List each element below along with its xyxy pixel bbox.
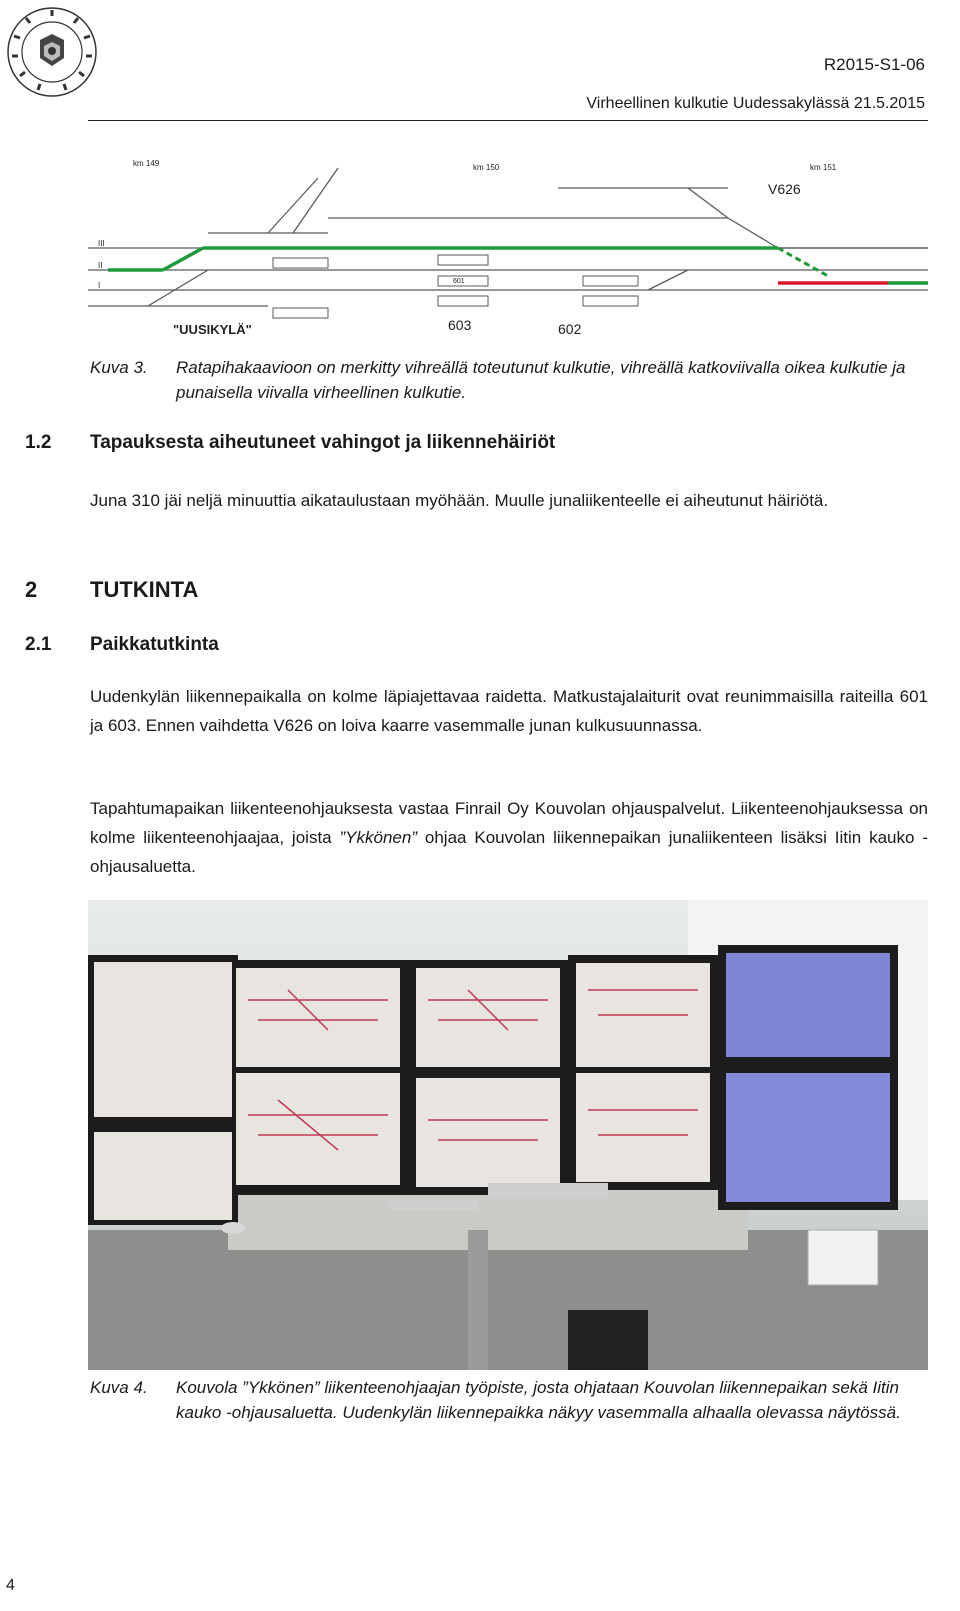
svg-text:"UUSIKYLÄ": "UUSIKYLÄ" (173, 322, 252, 337)
paragraph: Uudenkylän liikennepaikalla on kolme läpiajettavaa raidetta. Matkustajalaiturit ovat reunimmaisilla raiteilla 601 ja 603. Ennen vaihdetta V626 on loiva kaarre vasemmalle junan kulkusuunnassa. (90, 687, 928, 735)
header-divider (88, 120, 928, 121)
chapter-heading: TUTKINTA (90, 577, 199, 602)
section-number: 2.1 (25, 634, 52, 655)
svg-text:601: 601 (453, 278, 465, 285)
page-number: 4 (6, 1577, 15, 1594)
svg-text:I: I (98, 281, 101, 290)
track-diagram (88, 148, 928, 343)
document-title: Virheellinen kulkutie Uudessakylässä 21.5.2015 (586, 95, 925, 112)
svg-text:km 151: km 151 (810, 163, 837, 172)
chapter-number: 2 (25, 577, 38, 602)
figure-1-caption: Kuva 3. Ratapihakaavioon on merkitty vihreällä toteutunut kulkutie, vihreällä katkoviivalla oikea kulkutie ja punaisella viivalla virheellinen kulkutie. (90, 358, 906, 402)
svg-text:603: 603 (448, 317, 472, 333)
svg-text:602: 602 (558, 321, 582, 337)
accident-investigation-board-seal-icon (6, 6, 98, 98)
svg-text:km 149: km 149 (133, 159, 160, 168)
section-number: 1.2 (25, 432, 52, 453)
paragraph: Tapahtumapaikan liikenteenohjauksesta vastaa Finrail Oy Kouvolan ohjauspalvelut. Liikenteenohjauksessa on kolme liikenteenohjaajaa, joista ”Ykkönen” ohjaa Kouvolan liikennepaikan junaliikenteen lisäksi Iitin kauko -ohjausaluetta. (90, 799, 928, 876)
section-heading: Paikkatutkinta (90, 634, 219, 655)
svg-text:II: II (98, 261, 103, 270)
document-id: R2015-S1-06 (823, 55, 925, 74)
workstation-photo (88, 900, 928, 1370)
paragraph: Juna 310 jäi neljä minuuttia aikataulustaan myöhään. Muulle junaliikenteelle ei aiheutunut häiriötä. (90, 491, 829, 510)
agency-logo (6, 6, 98, 98)
figure-2-caption: Kuva 4. Kouvola ”Ykkönen” liikenteenohjaajan työpiste, josta ohjataan Kouvolan liikennepaikan sekä Iitin kauko -ohjausaluetta. Uudenkylän liikennepaikka näkyy vasemmalla alhaalla olevassa näytössä. (90, 1378, 901, 1422)
svg-text:km 150: km 150 (473, 163, 500, 172)
svg-text:V626: V626 (768, 181, 801, 197)
section-heading: Tapauksesta aiheutuneet vahingot ja liikennehäiriöt (90, 432, 556, 453)
svg-text:III: III (98, 239, 105, 248)
